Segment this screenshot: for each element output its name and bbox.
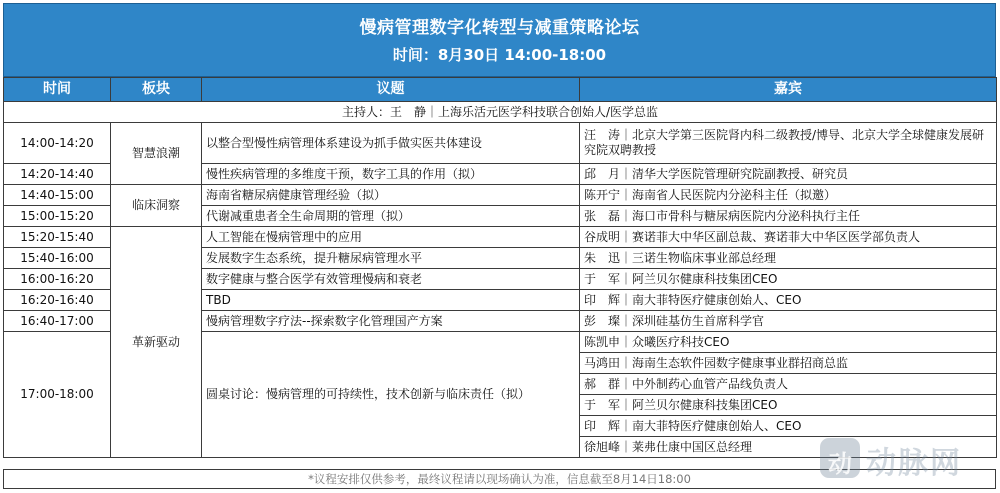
time-cell: 16:40-17:00 xyxy=(4,311,111,332)
column-header-topic: 议题 xyxy=(202,78,580,102)
table-row xyxy=(4,185,997,206)
time-cell: 14:00-14:20 xyxy=(4,123,111,164)
topic-cell: 慢性疾病管理的多维度干预，数字工具的作用（拟） xyxy=(202,164,580,185)
footnote: *议程安排仅供参考，最终议程请以现场确认为准，信息截至8月14日18:00 xyxy=(3,469,996,489)
time-cell: 14:40-15:00 xyxy=(4,185,111,206)
panel-guest-cell: 陈凯申｜众曦医疗科技CEO xyxy=(580,332,997,353)
topic-cell: TBD xyxy=(202,290,580,311)
watermark-logo-icon xyxy=(820,438,860,478)
time-cell: 15:40-16:00 xyxy=(4,248,111,269)
table-row xyxy=(4,227,997,248)
guest-cell: 陈开宁｜海南省人民医院内分泌科主任（拟邀） xyxy=(580,185,997,206)
section-cell-innovation: 革新驱动 xyxy=(111,227,202,458)
time-cell: 15:20-15:40 xyxy=(4,227,111,248)
column-header-section: 板块 xyxy=(111,78,202,102)
panel-topic-cell: 圆桌讨论：慢病管理的可持续性，技术创新与临床责任（拟） xyxy=(202,332,580,458)
table-header-row xyxy=(4,78,997,102)
time-cell: 15:00-15:20 xyxy=(4,206,111,227)
section-cell-clinical: 临床洞察 xyxy=(111,185,202,227)
time-cell: 16:20-16:40 xyxy=(4,290,111,311)
forum-time: 时间：8月30日 14:00-18:00 xyxy=(392,46,607,64)
forum-title: 慢病管理数字化转型与减重策略论坛 xyxy=(359,18,640,38)
time-cell: 16:00-16:20 xyxy=(4,269,111,290)
column-header-time: 时间 xyxy=(4,78,111,102)
topic-cell: 代谢减重患者全生命周期的管理（拟） xyxy=(202,206,580,227)
topic-cell: 慢病管理数字疗法--探索数字化管理国产方案 xyxy=(202,311,580,332)
guest-cell: 张 磊｜海口市骨科与糖尿病医院内分泌科执行主任 xyxy=(580,206,997,227)
watermark-name: 动脉网 xyxy=(866,446,962,481)
topic-cell: 以整合型慢性病管理体系建设为抓手做实医共体建设 xyxy=(202,123,580,164)
host-text: 主持人：王 静｜上海乐活元医学科技联合创始人/医学总监 xyxy=(4,102,997,123)
guest-cell: 汪 涛｜北京大学第三医院肾内科二级教授/博导、北京大学全球健康发展研究院双聘教授 xyxy=(580,123,997,164)
section-cell-wisdom: 智慧浪潮 xyxy=(111,123,202,185)
agenda-sheet xyxy=(3,3,996,489)
panel-guest-cell: 马鸿田｜海南生态软件园数字健康事业群招商总监 xyxy=(580,353,997,374)
guest-cell: 谷成明｜赛诺菲大中华区副总裁、赛诺菲大中华区医学部负责人 xyxy=(580,227,997,248)
watermark-logo-glyph: 动 xyxy=(828,450,852,478)
topic-cell: 海南省糖尿病健康管理经验（拟） xyxy=(202,185,580,206)
topic-cell: 数字健康与整合医学有效管理慢病和衰老 xyxy=(202,269,580,290)
table-row xyxy=(4,123,997,164)
guest-cell: 印 辉｜南大菲特医疗健康创始人、CEO xyxy=(580,290,997,311)
panel-guest-cell: 郝 群｜中外制药心血管产品线负责人 xyxy=(580,374,997,395)
forum-banner xyxy=(3,3,996,77)
guest-cell: 于 军｜阿兰贝尔健康科技集团CEO xyxy=(580,269,997,290)
time-cell: 14:20-14:40 xyxy=(4,164,111,185)
topic-cell: 人工智能在慢病管理中的应用 xyxy=(202,227,580,248)
guest-cell: 邱 月｜清华大学医院管理研究院副教授、研究员 xyxy=(580,164,997,185)
watermark xyxy=(820,436,990,480)
guest-cell: 彭 璨｜深圳硅基仿生首席科学官 xyxy=(580,311,997,332)
agenda-table xyxy=(3,77,997,458)
topic-cell: 发展数字生态系统，提升糖尿病管理水平 xyxy=(202,248,580,269)
column-header-guest: 嘉宾 xyxy=(580,78,997,102)
guest-cell: 朱 迅｜三诺生物临床事业部总经理 xyxy=(580,248,997,269)
host-row xyxy=(4,102,997,123)
panel-guest-cell: 徐旭峰｜莱弗仕康中国区总经理 xyxy=(580,437,997,458)
panel-time-cell: 17:00-18:00 xyxy=(4,332,111,458)
panel-guest-cell: 印 辉｜南大菲特医疗健康创始人、CEO xyxy=(580,416,997,437)
panel-guest-cell: 于 军｜阿兰贝尔健康科技集团CEO xyxy=(580,395,997,416)
